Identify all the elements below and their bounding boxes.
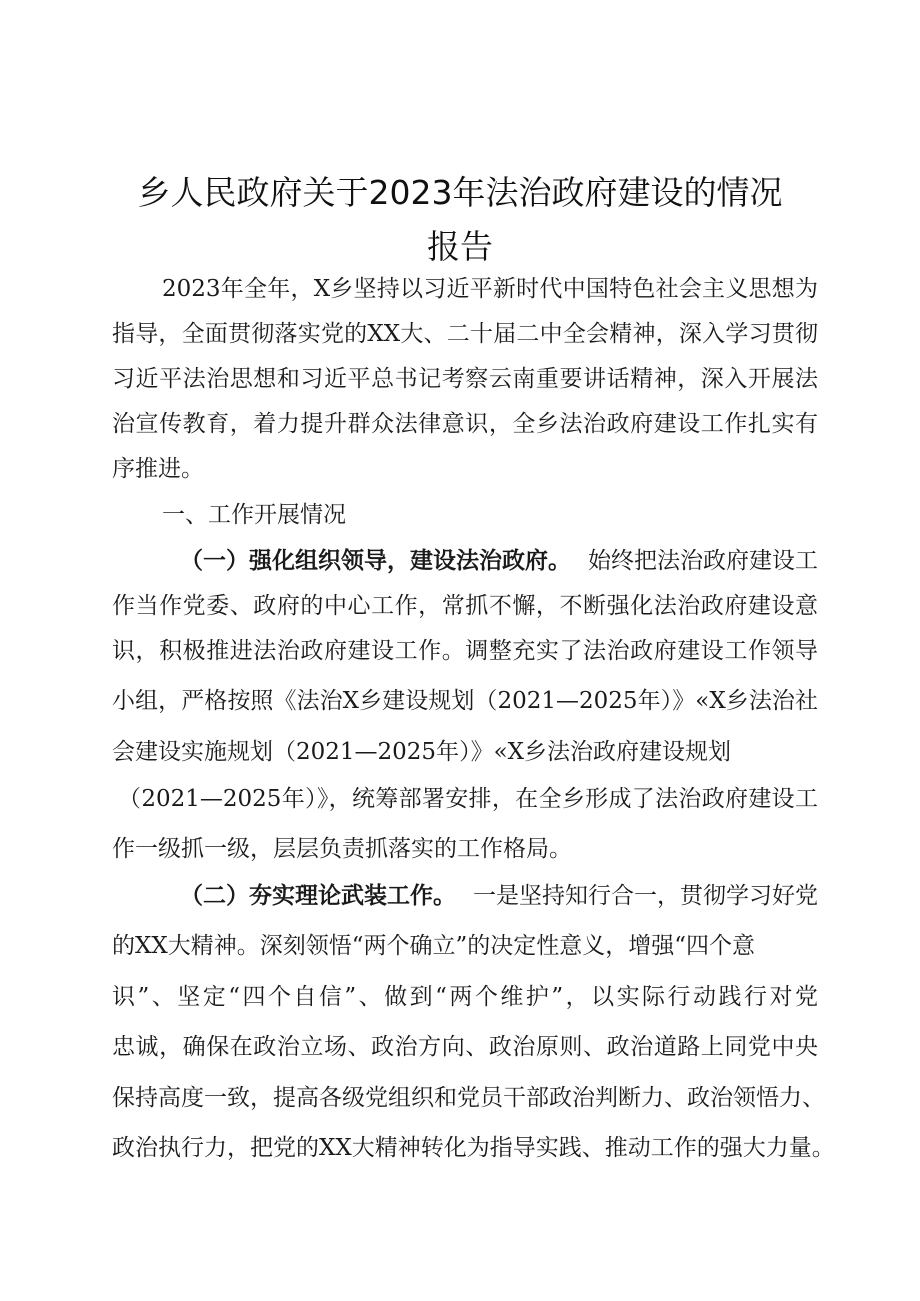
sub2-line-2: 的XX大精神。深刻领悟“两个确立”的决定性意义，增强“四个意 bbox=[112, 933, 756, 959]
sub2-line-1 bbox=[180, 881, 818, 913]
sub1-line-1 bbox=[180, 546, 818, 578]
intro-line-2: 指导，全面贯彻落实党的XX大、二十届二中全会精神，深入学习贯彻 bbox=[112, 321, 818, 347]
sub2-heading: （二）夯实理论武装工作。 bbox=[180, 882, 456, 909]
sub1-line-2: 作当作党委、政府的中心工作，常抓不懈，不断强化法治政府建设意 bbox=[112, 593, 818, 619]
sub1-line-5: 会建设实施规划（2021—2025年）》«X乡法治政府建设规划 bbox=[112, 739, 732, 765]
intro-line-4: 治宣传教育，着力提升群众法律意识，全乡法治政府建设工作扎实有 bbox=[112, 411, 818, 437]
sub2-line-1-rest: 一是坚持知行合一，贯彻学习好党 bbox=[473, 883, 818, 909]
intro-line-1: 2023年全年，X乡坚持以习近平新时代中国特色社会主义思想为 bbox=[162, 276, 818, 302]
sub2-line-5: 保持高度一致，提高各级党组织和党员干部政治判断力、政治领悟力、 bbox=[112, 1085, 825, 1111]
intro-line-3: 习近平法治思想和习近平总书记考察云南重要讲话精神，深入开展法 bbox=[112, 366, 818, 392]
sub2-line-6: 政治执行力，把党的XX大精神转化为指导实践、推动工作的强大力量。 bbox=[112, 1135, 835, 1161]
sub1-line-4: 小组，严格按照《法治X乡建设规划（2021—2025年）》«X乡法治社 bbox=[112, 688, 818, 714]
sub1-line-6: （2021—2025年）》，统筹部署安排，在全乡形成了法治政府建设工 bbox=[118, 786, 818, 812]
sub2-line-3: 识”、坚定“四个自信”、做到“两个维护”，以实际行动践行对党 bbox=[112, 984, 818, 1010]
section-heading: 一、工作开展情况 bbox=[162, 502, 346, 528]
intro-line-5: 序推进。 bbox=[112, 456, 204, 482]
sub1-heading: （一）强化组织领导，建设法治政府。 bbox=[180, 547, 571, 574]
document-title-line-1: 乡人民政府关于2023年法治政府建设的情况 bbox=[137, 173, 783, 212]
sub1-line-3: 识，积极推进法治政府建设工作。调整充实了法治政府建设工作领导 bbox=[112, 638, 818, 664]
document-title-line-2: 报告 bbox=[427, 227, 493, 266]
sub1-line-1-rest: 始终把法治政府建设工 bbox=[588, 548, 818, 574]
sub2-line-4: 忠诚，确保在政治立场、政治方向、政治原则、政治道路上同党中央 bbox=[112, 1034, 818, 1060]
sub1-line-7: 作一级抓一级，层层负责抓落实的工作格局。 bbox=[112, 836, 572, 862]
